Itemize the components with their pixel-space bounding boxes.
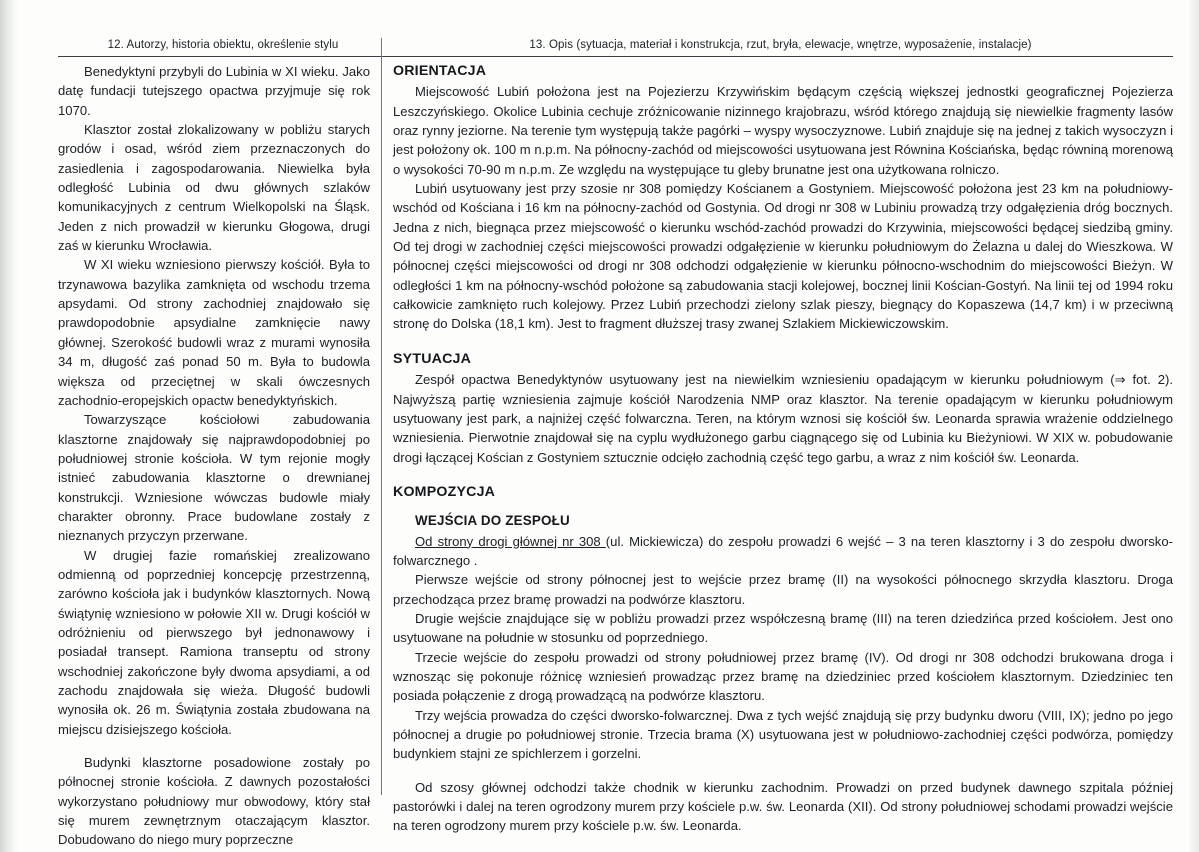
right-column: [393, 62, 1173, 836]
section-heading-kompozycja: KOMPOZYCJA: [393, 483, 496, 500]
page-sheet: [18, 0, 1189, 852]
paragraph: Lubiń usytuowany jest przy szosie nr 308 pomiędzy Kościanem a Gostyniem. Miejscowość położona jest 23 km na południowy-wschód od Kościana i 16 km na północny-zachód od Gostynia. Od drogi nr 308 w Lubiniu prowadzą trzy odgałęzienia dróg bocznych. Jedna z nich, biegnąca przez miejscowość o kierunku wschód-zachód prowadzi do Krzywinia, miejscowości będącej siedzibą gminy. Od tej drogi w zachodniej części miejscowości prowadzi odgałęzienie w kierunku południowym do Żelazna u dalej do Wieszkowa. W północnej części miejscowości od drogi nr 308 odchodzi odgałęzienie w kierunku północno-wschodnim do miejscowości Bieżyn. W odległości 1 km na północny-wschód położone są zabudowania stacji kolejowej, bocznej linii Kościan-Gostyń. Na linii tej od 1994 roku całkowicie zamknięto ruch kolejowy. Przez Lubiń przechodzi zielony szlak pieszy, biegnący do Kopaszewa (14,7 km) i w przeciwną stronę do Dolska (18,1 km). Jest to fragment dłuższej trasy zwanej Szlakiem Mickiewiczowskim.: [393, 181, 1173, 332]
paragraph: W XI wieku wzniesiono pierwszy kościół. Była to trzynawowa bazylika zamknięta od wschodu trzema apsydami. Od strony zachodniej znajdowało się prawdopodobnie apsydialne zamknięcie nawy głównej. Szerokość budowli wraz z murami wynosiła 34 m, długość zaś ponad 50 m. Była to budowla większa od przeciętnej w skali ówczesnych zachodnio-eropejskich opactw benedyktyńskich.: [58, 257, 370, 408]
header-rule: [58, 56, 1173, 57]
section-heading-sytuacja: SYTUACJA: [393, 350, 472, 367]
paragraph: Trzecie wejście do zespołu prowadzi od strony południowej przez bramę (IV). Od drogi nr 308 odchodzi brukowana droga i wznosząc się pokonuje różnicę wzniesień prowadząc przez bramę na dziedziniec przed kościołem klasztornym. Dziedziniec ten posiada połączenie z drogą prowadzącą na podwórze klasztoru.: [393, 649, 1173, 704]
paragraph: Pierwsze wejście od strony północnej jest to wejście przez bramę (II) na wysokości północnego skrzydła klasztoru. Droga przechodząca przez bramę prowadzi na podwórze klasztoru.: [393, 572, 1173, 607]
subsection-heading-wejscia-do-zespolu: WEJŚCIA DO ZESPOŁU: [415, 513, 570, 529]
section-heading-orientacja: ORIENTACJA: [393, 63, 487, 79]
paragraph-text: (ul. Mickiewicza) do zespołu prowadzi 6 wejść – 3 na teren klasztorny i 3 do zespołu dworsko-folwarcznego .: [393, 533, 1173, 568]
paragraph: Drugie wejście znajdujące się w pobliżu prowadzi przez współczesną bramę (III) na teren dziedzińca przed kościołem. Jest ono usytuowane na południe w stosunku od poprzedniego.: [393, 610, 1173, 646]
paragraph: Towarzyszące kościołowi zabudowania klasztorne znajdowały się najprawdopodobniej po południowej stronie kościoła. W tym rejonie mogły istnieć zabudowania klasztorne o drewnianej konstrukcji. Wzniesione wówczas budowle miały charakter obronny. Prace budowlane zostały z nieznanych przyczyn przerwane.: [58, 412, 370, 544]
page-header: [58, 38, 1173, 58]
paragraph: Benedyktyni przybyli do Lubinia w XI wieku. Jako datę fundacji tutejszego opactwa przyjmuje się rok 1070.: [58, 64, 370, 118]
paragraph: Od szosy głównej odchodzi także chodnik w kierunku zachodnim. Prowadzi on przed budynek dawnego szpitala później pastorówki i dalej na teren ogrodzony murem przy kościele p.w. św. Leonarda (XII). Od strony południowej schodami prowadzi wejście na teren ogrodzony murem przy kościele p.w. św. Leonarda.: [393, 779, 1173, 834]
underlined-road-reference: Od strony drogi głównej nr 308: [415, 533, 606, 549]
column-divider: [381, 38, 382, 795]
paragraph: W drugiej fazie romańskiej zrealizowano odmienną od poprzedniej koncepcję przestrzenną, zarówno kościoła jak i budynków klasztornych. Nową świątynię wzniesiono w połowie XII w. Drugi kościół w odróżnieniu od pierwszego był jednonawowy i posiadał transept. Ramiona transeptu od strony wschodniej zakończone były dwoma apsydiami, a od zachodu znajdowała się wieża. Długość budowli wynosiła ok. 26 m. Świątynia została zbudowana na miejscu dzisiejszego kościoła.: [58, 547, 370, 737]
paragraph: Zespół opactwa Benedyktynów usytuowany jest na niewielkim wzniesieniu opadającym w kierunku południowym (⇒ fot. 2). Najwyższą partię wzniesienia zajmuje kościół Narodzenia NMP oraz klasztor. Na terenie opadającym w kierunku południowym usytuowany jest park, a najniżej część folwarczna. Teren, na którym wznosi się kościół św. Leonarda sprawia wrażenie oddzielnego wzniesienia. Pierwotnie znajdował się na cyplu wydłużonego garbu ciągnącego się od Lubinia ku Bieżyniowi. W XIX w. pobudowanie drogi łączącej Kościan z Gostyniem sztucznie odcięło zachodnią część tego garbu, a wraz z nim kościół św. Leonarda.: [393, 372, 1173, 465]
paragraph: Miejscowość Lubiń położona jest na Pojezierzu Krzywińskim będącym częścią większej jednostki geograficznej Pojezierza Leszczyńskiego. Okolice Lubinia cechuje zróżnicowanie nizinnego krajobrazu, wśród którego znajdują się niewielkie fragmenty lasów oraz rynny jeziorne. Na terenie tym występują także pagórki – wyspy wysoczyznowe. Lubiń znajduje się na jednej z takich wysoczyzn i jest położony ok. 100 m n.p.m. Na północny-zachód od miejscowości usytuowana jest Równina Kościańska, będąc równiną morenową o wysokości 70-90 m n.p.m. Ze względu na występujące tu gleby brunatne jest ona użytkowana rolniczo.: [393, 84, 1173, 177]
paragraph: Budynki klasztorne posadowione zostały po północnej stronie kościoła. Z dawnych pozostałości wykorzystano południowy mur obwodowy, który stał się murem zewnętrznym otaczającym klasztor. Dobudowano do niego mury poprzeczne: [58, 755, 370, 848]
header-column-12-title: 12. Autorzy, historia obiektu, określenie stylu: [107, 39, 339, 51]
paragraph-entrances-intro: [393, 532, 1173, 571]
paragraph: Trzy wejścia prowadza do części dworsko-folwarcznej. Dwa z tych wejść znajdują się przy budynku dworu (VIII, IX); jedno po jego północnej a drugie po południowej stronie. Trzecia brama (X) usytuowana jest w południowo-zachodniej części podwórza, pomiędzy budynkiem stajni ze spichlerzem i gorzelni.: [393, 707, 1173, 762]
paragraph: Klasztor został zlokalizowany w pobliżu starych grodów i osad, wśród ziem przeznaczonych do zasiedlenia i zagospodarowania. Niewielka była odległość Lubinia od dwu głównych szlaków komunikacyjnych z centrum Wielkopolski na Śląsk. Jeden z nich prowadził w kierunku Głogowa, drugi zaś w kierunku Wrocławia.: [58, 122, 370, 254]
header-column-13-title: 13. Opis (sytuacja, materiał i konstrukcja, rzut, bryła, elewacje, wnętrze, wyposażenie, instalacje): [529, 39, 1032, 51]
left-column: [58, 62, 370, 850]
